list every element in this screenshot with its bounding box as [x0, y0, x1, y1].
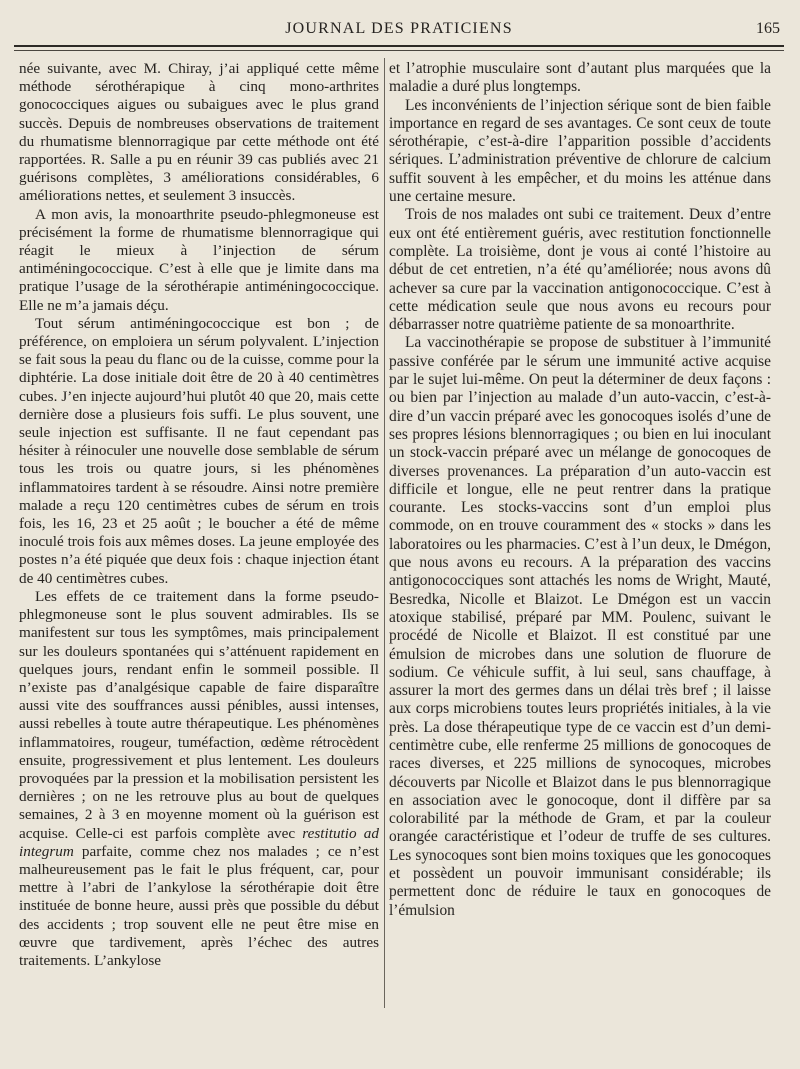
paragraph: Trois de nos malades ont subi ce traitement. Deux d’entre eux ont été entièrement guéris, avec restitution fonctionnelle complète. La troisième, dont je vous ai conté l’histoire au début de cet entretien, n’a été qu’améliorée; nous avons dû achever sa cure par la vaccination antigonococcique. C’est à cette médication seule que nous avons eu recours pour débarrasser notre quatrième patiente de sa monoarthrite. [389, 206, 771, 334]
paragraph: née suivante, avec M. Chiray, j’ai appliqué cette même méthode sérothérapique à cinq mono-arthrites gonococciques aigues ou subaigues avec le plus grand succès. Depuis de nombreuses observations de traitement du rhumatisme blennorragique par cette méthode ont été rapportées. R. Salle a pu en réunir 39 cas publiés avec 21 guérisons complètes, 3 améliorations considérables, 6 améliorations nettes, et seulement 3 insuccès. [19, 60, 379, 205]
paragraph [19, 588, 379, 970]
paragraph: et l’atrophie musculaire sont d’autant plus marquées que la maladie a duré plus longtemps. [389, 60, 771, 96]
paragraph-text: Les effets de ce traitement dans la forme pseudo-phlegmoneuse sont le plus souvent admirables. Ils se manifestent sur tous les symptômes, mais principalement sur les douleurs spontanées qui s’atténuent rapidement en quelques jours, rendant enfin le sommeil possible. Il n’existe pas d’analgésique capable de faire disparaître aussi vite des souffrances aussi pénibles, aussi intenses, aussi rebelles à toute autre thérapeutique. Les phénomènes inflammatoires, rougeur, tuméfaction, œdème rétrocèdent ensuite, progressivement et plus lentement. Les douleurs provoquées par la pression et la mobilisation persistent les dernières ; on ne les retrouve plus au bout de quelques semaines, 2 à 3 en moyenne moment où la guérison est acquise. Celle-ci est parfois complète avec [19, 587, 379, 842]
paragraph: A mon avis, la monoarthrite pseudo-phlegmoneuse est précisément la forme de rhumatisme blennorragique qui réagit le mieux à l’injection de sérum antiméningococcique. C’est à elle que je limite dans ma pratique l’usage de la sérothérapie antiméningococcique. Elle ne m’a jamais déçu. [19, 205, 379, 314]
paragraph: Tout sérum antiméningococcique est bon ; de préférence, on emploiera un sérum polyvalent. L’injection se fait sous la peau du flanc ou de la cuisse, comme pour la diphtérie. La dose initiale doit être de 20 à 40 centimètres cubes. J’en injecte aujourd’hui plutôt 40 que 20, mais cette dernière dose a plusieurs fois suffi. Le plus souvent, une seule injection est suffisante. Il ne faut cependant pas hésiter à réinoculer une nouvelle dose semblable de sérum tous les trois ou quatre jours, si les phénomènes inflammatoires tardent à se résoudre. Ainsi notre première malade a reçu 120 centimètres cubes de sérum en trois fois, les 16, 23 et 25 août ; le boucher a été de même inoculé trois fois aux mêmes doses. La jeune employée des postes n’a été piquée que deux fois : chaque injection étant de 40 centimètres cubes. [19, 314, 379, 587]
page-number: 165 [756, 20, 780, 37]
paragraph: La vaccinothérapie se propose de substituer à l’immunité passive conférée par le sérum une immunité active acquise par le sujet lui-même. On peut la déterminer de deux façons : ou bien par l’injection au malade d’un auto-vaccin, c’est-à-dire d’un vaccin préparé avec les gonocoques isolés d’une de ses propres lésions blennorragiques ; ou bien en lui inoculant un stock-vaccin préparé avec un mélange de gonocoques de diverses provenances. La préparation d’un auto-vaccin est difficile et longue, elle ne peut rentrer dans la pratique courante. Les stocks-vaccins sont d’un emploi plus commode, on en trouve couramment des « stocks » dans les laboratoires ou les pharmacies. C’est à l’un deux, le Dmégon, que nous avons eu recours. A la préparation des vaccins antigonococciques sont attachés les noms de Wright, Mauté, Besredka, Nicolle et Blaizot. Le Dmégon est un vaccin atoxique stabilisé, préparé par MM. Poulenc, suivant le procédé de Nicolle et Blaizot. Il est constitué par une émulsion de microbes dans une solution de fluorure de sodium. Ce véhicule suffit, à lui seul, sans chauffage, à assurer la mort des germes dans un délai très bref ; il laisse aux corps microbiens toutes leurs propriétés initiales, à la vie près. La dose thérapeutique type de ce vaccin est d’un demi-centimètre cube, elle renferme 25 millions de gonocoques de races diverses, et 225 millions de synocoques, microbes découverts par Nicolle et Blaizot dans le pus blennorragique en association avec le gonocoque, dont il diffère par sa colorabilité par la méthode de Gram, et par la couleur orangée caractéristique et l’odeur de truffe de ses cultures. Les synocoques sont bien moins toxiques que les gonocoques et possèdent un pouvoir immunisant considérable; ils permettent donc de réduire le taux en gonocoques de l’émulsion [389, 334, 771, 919]
journal-title: JOURNAL DES PRATICIENS [285, 20, 513, 37]
left-column [19, 60, 379, 970]
right-column [389, 60, 771, 920]
column-divider [384, 58, 385, 1008]
page-header [14, 16, 784, 46]
paragraph-text-continued: parfaite, comme chez nos malades ; ce n’est malheureusement pas le fait le plus fréquent, car, pour mettre à l’abri de l’ankylose la sérothérapie doit être instituée de bonne heure, aussi près que possible du début des accidents ; trop souvent elle ne peut être mise en œuvre que tardivement, après l’échec des autres traitements. L’ankylose [19, 842, 379, 969]
latin-phrase: restitutio ad integrum [19, 824, 379, 860]
paragraph: Les inconvénients de l’injection sérique sont de bien faible importance en regard de ses avantages. Ce sont ceux de toute sérothérapie, c’est-à-dire l’apparition possible d’accidents sériques. L’administration préventive de chlorure de calcium suffit souvent à les empêcher, et du moins les atténue dans une certaine mesure. [389, 96, 771, 206]
header-rule [14, 45, 784, 47]
header-rule-thin [14, 50, 784, 51]
